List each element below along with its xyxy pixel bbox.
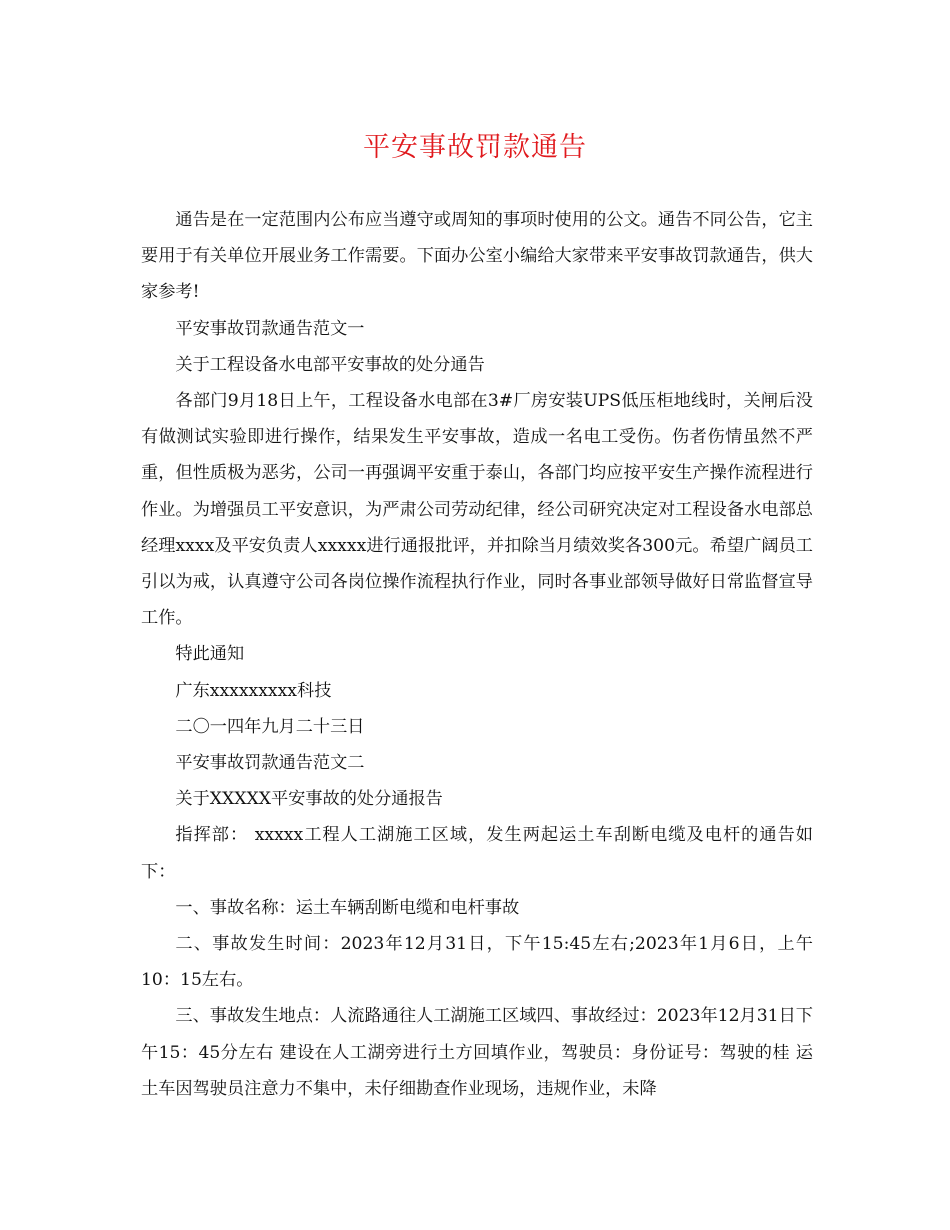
notice-company: 广东xxxxxxxxx科技: [175, 680, 332, 701]
notice-title-one: 关于工程设备水电部平安事故的处分通告: [175, 354, 485, 375]
accident-location-and-process: 三、事故发生地点：人流路通往人工湖施工区域四、事故经过：2023年12月31日下午15：45分左右 建设在人工湖旁进行土方回填作业，驾驶员：身份证号：驾驶的桂 运土车因驾驶员注意力不集中，未仔细勘查作业现场，违规作业，未降: [141, 1006, 813, 1099]
notice-date: 二〇一四年九月二十三日: [175, 716, 365, 737]
notice-recipient-line: 指挥部： xxxxx工程人工湖施工区域，发生两起运土车刮断电缆及电杆的通告如下：: [141, 825, 813, 882]
notice-closing: 特此通知: [175, 644, 245, 665]
intro-paragraph: 通告是在一定范围内公布应当遵守或周知的事项时使用的公文。通告不同公告，它主要用于有关单位开展业务工作需要。下面办公室小编给大家带来平安事故罚款通告，供大家参考!: [141, 210, 813, 303]
document-title: 平安事故罚款通告: [363, 132, 587, 163]
accident-time: 二、事故发生时间：2023年12月31日，下午15:45左右;2023年1月6日，上午10：15左右。: [141, 934, 813, 991]
accident-name: 一、事故名称：运土车辆刮断电缆和电杆事故: [175, 897, 520, 918]
section-heading-sample-one: 平安事故罚款通告范文一: [175, 318, 365, 339]
section-heading-sample-two: 平安事故罚款通告范文二: [175, 753, 365, 774]
document-body: [141, 202, 813, 1107]
notice-title-two: 关于XXXXX平安事故的处分通报告: [175, 789, 443, 810]
notice-body-one: 各部门9月18日上午，工程设备水电部在3#厂房安装UPS低压柜地线时，关闸后没有做测试实验即进行操作，结果发生平安事故，造成一名电工受伤。伤者伤情虽然不严重，但性质极为恶劣，公司一再强调平安重于泰山，各部门均应按平安生产操作流程进行作业。为增强员工平安意识，为严肃公司劳动纪律，经公司研究决定对工程设备水电部总经理xxxx及平安负责人xxxxx进行通报批评，并扣除当月绩效奖各300元。希望广阔员工引以为戒，认真遵守公司各岗位操作流程执行作业，同时各事业部领导做好日常监督宣导工作。: [141, 391, 813, 629]
